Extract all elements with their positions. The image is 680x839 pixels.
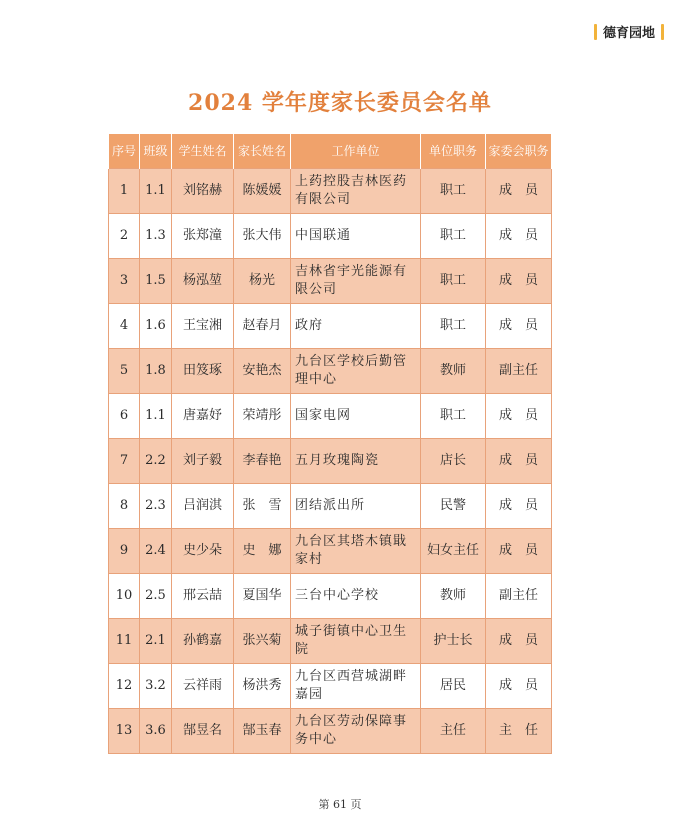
tag-bar-left — [594, 24, 597, 40]
table-row — [109, 214, 552, 259]
cell-student-name: 郜昱名 — [172, 709, 234, 754]
cell-class: 3.6 — [140, 709, 172, 754]
section-label: 德育园地 — [602, 26, 655, 41]
col-header-student: 学生姓名 — [172, 134, 234, 169]
table-row — [109, 394, 552, 439]
cell-position: 主任 — [421, 709, 486, 754]
cell-student-name: 孙鹤嘉 — [172, 619, 234, 664]
cell-workplace: 中国联通 — [291, 214, 421, 259]
col-header-position: 单位职务 — [421, 134, 486, 169]
cell-parent-name: 张兴菊 — [234, 619, 291, 664]
cell-class: 1.5 — [140, 259, 172, 304]
cell-parent-name: 夏国华 — [234, 574, 291, 619]
cell-parent-name: 安艳杰 — [234, 349, 291, 394]
cell-index: 11 — [109, 619, 140, 664]
cell-position: 教师 — [421, 349, 486, 394]
cell-committee-role: 成 员 — [486, 439, 552, 484]
cell-index: 10 — [109, 574, 140, 619]
cell-student-name: 唐嘉妤 — [172, 394, 234, 439]
cell-position: 教师 — [421, 574, 486, 619]
cell-class: 1.3 — [140, 214, 172, 259]
table-row — [109, 349, 552, 394]
col-header-workplace: 工作单位 — [291, 134, 421, 169]
cell-position: 职工 — [421, 169, 486, 214]
cell-index: 9 — [109, 529, 140, 574]
table-row — [109, 169, 552, 214]
cell-workplace: 九台区西营城湖畔嘉园 — [291, 664, 421, 709]
cell-student-name: 刘铭赫 — [172, 169, 234, 214]
cell-class: 3.2 — [140, 664, 172, 709]
cell-committee-role: 成 员 — [486, 214, 552, 259]
table-row — [109, 439, 552, 484]
cell-class: 1.1 — [140, 169, 172, 214]
cell-index: 12 — [109, 664, 140, 709]
cell-student-name: 吕润淇 — [172, 484, 234, 529]
cell-committee-role: 副主任 — [486, 349, 552, 394]
table-header — [109, 134, 552, 169]
table-body — [109, 169, 552, 754]
cell-workplace: 政府 — [291, 304, 421, 349]
cell-index: 7 — [109, 439, 140, 484]
cell-committee-role: 成 员 — [486, 169, 552, 214]
cell-student-name: 邢云喆 — [172, 574, 234, 619]
cell-workplace: 城子街镇中心卫生院 — [291, 619, 421, 664]
cell-parent-name: 荣靖彤 — [234, 394, 291, 439]
cell-committee-role: 成 员 — [486, 619, 552, 664]
col-header-parent: 家长姓名 — [234, 134, 291, 169]
cell-workplace: 三台中心学校 — [291, 574, 421, 619]
cell-workplace: 团结派出所 — [291, 484, 421, 529]
table-row — [109, 304, 552, 349]
cell-index: 5 — [109, 349, 140, 394]
cell-committee-role: 主 任 — [486, 709, 552, 754]
cell-parent-name: 郜玉春 — [234, 709, 291, 754]
cell-parent-name: 史 娜 — [234, 529, 291, 574]
table-row — [109, 484, 552, 529]
cell-index: 1 — [109, 169, 140, 214]
table-row — [109, 259, 552, 304]
cell-index: 6 — [109, 394, 140, 439]
cell-student-name: 刘子毅 — [172, 439, 234, 484]
table-row — [109, 529, 552, 574]
cell-class: 2.1 — [140, 619, 172, 664]
col-header-class: 班级 — [140, 134, 172, 169]
cell-position: 职工 — [421, 259, 486, 304]
cell-workplace: 九台区其塔木镇戢家村 — [291, 529, 421, 574]
cell-index: 2 — [109, 214, 140, 259]
cell-position: 护士长 — [421, 619, 486, 664]
cell-parent-name: 赵春月 — [234, 304, 291, 349]
cell-position: 居民 — [421, 664, 486, 709]
cell-committee-role: 副主任 — [486, 574, 552, 619]
col-header-committee-role: 家委会职务 — [486, 134, 552, 169]
cell-class: 2.5 — [140, 574, 172, 619]
cell-student-name: 王宝湘 — [172, 304, 234, 349]
table-row — [109, 619, 552, 664]
col-header-index: 序号 — [109, 134, 140, 169]
cell-committee-role: 成 员 — [486, 259, 552, 304]
cell-position: 妇女主任 — [421, 529, 486, 574]
cell-committee-role: 成 员 — [486, 304, 552, 349]
cell-workplace: 五月玫瑰陶瓷 — [291, 439, 421, 484]
cell-committee-role: 成 员 — [486, 664, 552, 709]
table-row — [109, 664, 552, 709]
cell-workplace: 九台区学校后勤管理中心 — [291, 349, 421, 394]
page-title: 2024 学年度家长委员会名单 — [188, 90, 492, 116]
cell-index: 8 — [109, 484, 140, 529]
cell-workplace: 国家电网 — [291, 394, 421, 439]
cell-student-name: 杨泓堃 — [172, 259, 234, 304]
header-row — [109, 134, 552, 169]
cell-parent-name: 张 雪 — [234, 484, 291, 529]
cell-workplace: 吉林省宇光能源有限公司 — [291, 259, 421, 304]
committee-roster-table — [108, 134, 552, 754]
cell-class: 1.6 — [140, 304, 172, 349]
cell-class: 1.1 — [140, 394, 172, 439]
cell-workplace: 九台区劳动保障事务中心 — [291, 709, 421, 754]
cell-class: 2.4 — [140, 529, 172, 574]
cell-committee-role: 成 员 — [486, 394, 552, 439]
cell-parent-name: 张大伟 — [234, 214, 291, 259]
cell-committee-role: 成 员 — [486, 484, 552, 529]
cell-position: 职工 — [421, 214, 486, 259]
page-number: 第 61 页 — [318, 798, 362, 811]
cell-parent-name: 杨洪秀 — [234, 664, 291, 709]
cell-student-name: 田笈琢 — [172, 349, 234, 394]
cell-index: 3 — [109, 259, 140, 304]
section-tag — [594, 22, 664, 41]
cell-class: 2.2 — [140, 439, 172, 484]
table-row — [109, 709, 552, 754]
cell-position: 职工 — [421, 304, 486, 349]
cell-workplace: 上药控股吉林医药有限公司 — [291, 169, 421, 214]
cell-student-name: 史少朵 — [172, 529, 234, 574]
cell-student-name: 云祥雨 — [172, 664, 234, 709]
cell-position: 职工 — [421, 394, 486, 439]
cell-position: 店长 — [421, 439, 486, 484]
cell-class: 2.3 — [140, 484, 172, 529]
cell-class: 1.8 — [140, 349, 172, 394]
cell-position: 民警 — [421, 484, 486, 529]
cell-parent-name: 杨光 — [234, 259, 291, 304]
table-row — [109, 574, 552, 619]
cell-parent-name: 李春艳 — [234, 439, 291, 484]
cell-committee-role: 成 员 — [486, 529, 552, 574]
cell-index: 13 — [109, 709, 140, 754]
tag-bar-right — [661, 24, 664, 40]
cell-student-name: 张郑潼 — [172, 214, 234, 259]
cell-index: 4 — [109, 304, 140, 349]
cell-parent-name: 陈媛媛 — [234, 169, 291, 214]
